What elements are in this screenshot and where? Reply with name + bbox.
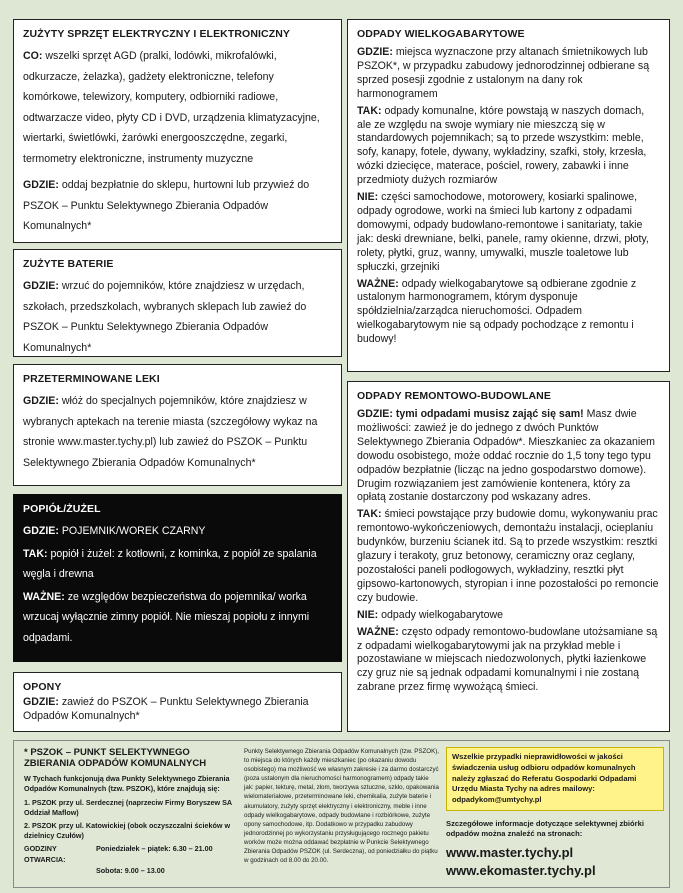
gdzie-label: GDZIE: <box>23 395 59 407</box>
wazne-text: odpady wielkogabarytowe są odbierane zgodnie z ustalonym harmonogramem, którym dysponuje spółdzielnia/zarządca nieruchomości. Odpadem wielkogabarytowym nie są odpady pochodzące z remontu i budowy! <box>357 277 637 346</box>
important-paragraph <box>357 278 660 348</box>
no-paragraph <box>357 191 660 274</box>
popiol-section <box>13 494 342 662</box>
tak-text: popiół i żużel: z kotłowni, z kominka, z popiół ze spalania węgla i drewna <box>23 547 317 580</box>
ekomaster-link[interactable]: www.ekomaster.tychy.pl <box>446 862 596 878</box>
wielkogabarytowe-section <box>347 19 670 372</box>
gdzie-label: GDZIE: <box>23 280 59 292</box>
where-paragraph <box>23 175 332 237</box>
gdzie-text: Masz dwie możliwości: zawieź je do jednego z dwóch Punktów Selektywnego Zbierania Odpadów*. Mieszkaniec za okazaniem dowodu osobistego, może oddać rocznie do 1,5 tony tego typu odpadów bezpłatnie (licząc na jedno gospodarstwo domowe). Drugim rozwiązaniem jest zamówienie kontenera, który za opłatą zostanie dostarczony pod wskazany adres. <box>357 408 655 504</box>
gdzie-label: GDZIE: <box>357 46 393 58</box>
nie-label: NIE: <box>357 608 379 621</box>
hours-sat: Sobota: 9.00 – 13.00 <box>96 866 165 876</box>
wazne-text: ze względów bezpieczeństwa do pojemnika/ worka wrzucaj wyłącznie zimny popiół. Nie mieszaj popiołu z innymi odpadami. <box>23 590 310 644</box>
section-title: ODPADY REMONTOWO-BUDOWLANE <box>357 390 551 402</box>
gdzie-text: zawieź do PSZOK – Punktu Selektywnego Zbierania Odpadów Komunalnych* <box>23 696 309 722</box>
where-paragraph <box>23 391 332 473</box>
yes-paragraph <box>357 105 660 188</box>
wazne-text: często odpady remontowo-budowlane utożsamiane są z odpadami wielkogabarytowymi jak na przykład meble i pozostawiane w miejscach niedozwolonych, płytki łazienkowe czy gruz nie są jednak odpadami komunalnymi i nie zostaną zabrane przez firmę wywożącą śmieci. <box>357 625 658 694</box>
pszok-point-1 <box>24 798 239 819</box>
pszok-point-2-text: 2. PSZOK przy ul. Katowickiej (obok oczyszczalni ścieków w dzielnicy Czułów) <box>24 820 231 841</box>
pszok-point-2 <box>24 821 239 842</box>
where-paragraph <box>23 521 332 542</box>
nie-text: części samochodowe, motorowery, kosiarki spalinowe, odpady ogrodowe, worki na śmieci lub kartony z odpadami domowymi, odpady budowlano-remontowe i sanitariaty, takie jak: deski drewniane, belki, panele, ramy okienne, drzwi, płoty, rolety, płytki, gruz, wanny, umywalki, muszle toaletowe lub spłuczki, grzejniki <box>357 191 649 273</box>
section-title: OPONY <box>23 681 62 693</box>
co-text: wszelki sprzęt AGD (pralki, lodówki, mikrofalówki, odkurzacze, żelazka), gadżety elektroniczne, telefony komórkowe, telewizory, komputery, odbiorniki radiowe, odtwarzacze video, płyty CD i DVD, urządzenia klimatyzacyjne, wiertarki, świetlówki, żarówki energooszczędne, zegarki, termometry elektroniczne, instrumenty muzyczne <box>23 50 320 165</box>
nie-label: NIE: <box>357 191 379 204</box>
pszok-description: Punkty Selektywnego Zbierania Odpadów Komunalnych (tzw. PSZOK), to miejsca do których każdy mieszkaniec (po okazaniu dowodu osobistego) ma możliwość we własnym zakresie i za darmo dostarczyć (poza ustalonym dla nieruchomości harmonogramem) odpady takie jak: papier, tekturę, metal, złom, tworzywa sztuczne, szkło, opakowania wielomateriałowe, przeterminowane leki, chemikalia, zużyte baterie i akumulatory, zużyty sprzęt elektryczny i elektroniczny, meble i inne odpady wielkogabarytowe, odpady budowlane i rozbiórkowe, zużyte opony samochodowe, itp. Dodatkowo w przypadku zabudowy jednorodzinnej po wykorzystaniu przysługującego rocznego pakietu worków może można oddawać bezpłatnie w Punkcie Selektywnego Zbierania Odpadów PSZOK (ul. Serdeczna), od poniedziałku do piątku w godzinach od 8.00 do 20.00. <box>244 748 439 865</box>
leki-section <box>13 364 342 486</box>
what-paragraph <box>23 46 332 169</box>
hours-label: GODZINY OTWARCIA: <box>24 844 66 865</box>
hours-week: Poniedziałek – piątek: 6.30 – 21.00 <box>96 844 213 854</box>
section-title: ZUŻYTE BATERIE <box>23 258 114 270</box>
wazne-label: WAŻNE: <box>357 625 399 638</box>
gdzie-text: włóż do specjalnych pojemników, które znajdziesz w wybranych aptekach na terenie miasta (szczegółowy wykaz na stronie www.master.tychy.pl) lub zawieź do PSZOK – Punktu Selektywnego Zbierania Odpadów Komunalnych* <box>23 395 318 469</box>
no-paragraph <box>357 609 660 623</box>
section-title: PRZETERMINOWANE LEKI <box>23 373 160 385</box>
where-paragraph <box>357 46 660 102</box>
tak-label: TAK: <box>23 547 48 560</box>
info-lead: Szczegółowe informacje dotyczące selektywnej zbiórki odpadów można znaleźć na stronach: <box>446 818 644 839</box>
gdzie-text: wrzuć do pojemników, które znajdziesz w urzędach, szkołach, przedszkolach, wybranych sklepach lub zawieź do PSZOK – Punktu Selektywnego Zbierania Odpadów Komunalnych* <box>23 280 307 354</box>
master-link[interactable]: www.master.tychy.pl <box>446 844 574 860</box>
yes-paragraph <box>357 508 660 605</box>
pszok-title: * PSZOK – PUNKT SELEKTYWNEGO ZBIERANIA ODPADÓW KOMUNALNYCH <box>24 747 207 769</box>
baterie-section <box>13 249 342 357</box>
co-label: CO: <box>23 50 43 62</box>
opony-section <box>13 672 342 732</box>
complaint-note: Wszelkie przypadki nieprawidłowości w jakości świadczenia usług odbioru odpadów komunalnych należy zgłaszać do Referatu Gospodarki Odpadami Urzędu Miasta Tychy na adres mailowy: odpadykom@umtychy.pl <box>446 747 664 811</box>
yes-paragraph <box>23 544 332 585</box>
tak-label: TAK: <box>357 104 382 117</box>
tak-text: śmieci powstające przy budowie domu, wykonywaniu prac remontowo-wykończeniowych, demontażu instalacji, ocieplaniu budynków, burzeniu ścianek itd. Są to przede wszystkim: resztki glazury i terakoty, gruz betonowy, ceramiczny oraz ceglany, pozostałości paneli podłogowych, wykładziny, resztki płyt gipsowo-kartonowych, styropian i inne pozostałości po remoncie czy budowie. <box>357 508 659 604</box>
remontowe-section <box>347 381 670 732</box>
gdzie-label: GDZIE: <box>23 525 59 537</box>
where-paragraph <box>23 276 332 358</box>
important-paragraph <box>23 587 332 649</box>
gdzie-text: oddaj bezpłatnie do sklepu, hurtowni lub przywieź do PSZOK – Punktu Selektywnego Zbierania Odpadów Komunalnych* <box>23 179 310 232</box>
gdzie-label: GDZIE: tymi odpadami musisz zająć się sam! <box>357 408 584 420</box>
hours-week-row <box>24 843 239 865</box>
section-title: POPIÓŁ/ŻUŻEL <box>23 503 101 515</box>
where-paragraph <box>357 408 660 505</box>
hours-sat-row <box>24 865 239 876</box>
elektro-section <box>13 19 342 243</box>
hours-spacer <box>24 865 96 876</box>
contact-info <box>446 747 664 880</box>
tak-label: TAK: <box>357 508 382 521</box>
pszok-intro <box>24 774 239 795</box>
section-title: ODPADY WIELKOGABARYTOWE <box>357 28 525 40</box>
pszok-intro-text: W Tychach funkcjonują dwa Punkty Selektywnego Zbierania Odpadów Komunalnych (tzw. PSZOK), które znajdują się: <box>24 774 230 794</box>
gdzie-label: GDZIE: <box>23 696 59 708</box>
gdzie-text: POJEMNIK/WOREK CZARNY <box>58 525 206 537</box>
important-paragraph <box>357 626 660 696</box>
section-title: ZUŻYTY SPRZĘT ELEKTRYCZNY I ELEKTRONICZNY <box>23 28 291 40</box>
gdzie-text: miejsca wyznaczone przy altanach śmietnikowych lub PSZOK*, w przypadku zabudowy jednorodzinnej odbierane są sprzed posesji zgodnie z ustalonym na dany rok harmonogramem <box>357 46 650 100</box>
pszok-point-1-text: 1. PSZOK przy ul. Serdecznej (naprzeciw Firmy Boryszew SA Oddział Maflow) <box>24 797 232 818</box>
gdzie-label: GDZIE: <box>23 179 59 191</box>
wazne-label: WAŻNE: <box>357 277 399 290</box>
where-paragraph <box>23 695 332 723</box>
tak-text: odpady komunalne, które powstają w naszych domach, ale ze względu na swoje wymiary nie mieszczą się w standardowych pojemnikach; są to przede wszystkim: meble, sofy, kanapy, fotele, dywany, wykładziny, szafki, stoły, krzesła, wózki dziecięce, materace, pościel, rowery, zabawki i inne przedmioty dużych rozmiarów <box>357 104 647 187</box>
wazne-label: WAŻNE: <box>23 590 65 603</box>
nie-text: odpady wielkogabarytowe <box>378 608 504 621</box>
footer <box>13 740 670 888</box>
pszok-info <box>24 747 239 876</box>
